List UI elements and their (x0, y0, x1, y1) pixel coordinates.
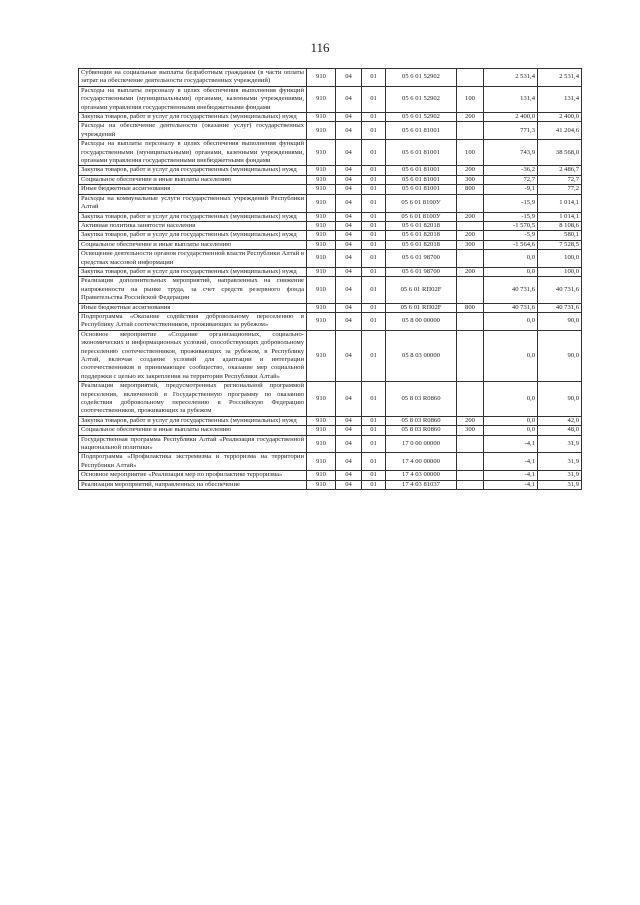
row-subsection-code: 01 (362, 122, 386, 140)
row-change-amount: 0,0 (484, 312, 538, 330)
row-expense-type: 300 (457, 240, 484, 249)
table-row (79, 250, 582, 268)
row-total-amount: 131,4 (538, 86, 582, 112)
table-row (79, 277, 582, 303)
table-row (79, 122, 582, 140)
row-total-amount: 1 014,1 (538, 194, 582, 212)
table-row (79, 471, 582, 480)
row-section-code: 04 (336, 435, 362, 453)
row-change-amount: -15,9 (484, 194, 538, 212)
row-name: Социальное обеспечение и иные выплаты населению (79, 240, 307, 249)
row-total-amount: 2 400,0 (538, 113, 582, 122)
row-expense-type: 200 (457, 113, 484, 122)
table-row (79, 312, 582, 330)
row-ministry-code: 910 (307, 480, 336, 489)
row-name: Закупка товаров, работ и услуг для государственных (муниципальных) нужд (79, 416, 307, 425)
row-name: Субвенции на социальные выплаты безработным гражданам (в части оплаты затрат на обеспечение деятельности государственных учреждений) (79, 69, 307, 87)
row-subsection-code: 01 (362, 166, 386, 175)
row-total-amount: 77,2 (538, 185, 582, 194)
row-section-code: 04 (336, 426, 362, 435)
row-expense-type: 300 (457, 175, 484, 184)
table-row (79, 426, 582, 435)
row-expense-type: 200 (457, 231, 484, 240)
row-total-amount: 90,0 (538, 382, 582, 417)
row-target-article: 05 6 01 81001 (386, 175, 457, 184)
row-total-amount: 72,7 (538, 175, 582, 184)
row-section-code: 04 (336, 240, 362, 249)
row-target-article: 05 6 01 52902 (386, 86, 457, 112)
row-subsection-code: 01 (362, 330, 386, 381)
row-ministry-code: 910 (307, 471, 336, 480)
row-subsection-code: 01 (362, 140, 386, 166)
row-name: Реализация мероприятий, направленных на обеспечение (79, 480, 307, 489)
row-name: Иные бюджетные ассигнования (79, 303, 307, 312)
row-section-code: 04 (336, 185, 362, 194)
row-ministry-code: 910 (307, 416, 336, 425)
row-total-amount: 38 568,0 (538, 140, 582, 166)
row-name: Государственная программа Республики Алтай «Реализация государственной национальной политики» (79, 435, 307, 453)
page-number: 116 (310, 40, 330, 55)
row-section-code: 04 (336, 140, 362, 166)
row-total-amount: 31,9 (538, 453, 582, 471)
row-subsection-code: 01 (362, 113, 386, 122)
row-total-amount: 100,0 (538, 267, 582, 276)
row-subsection-code: 01 (362, 69, 386, 87)
row-subsection-code: 01 (362, 303, 386, 312)
row-ministry-code: 910 (307, 330, 336, 381)
row-name: Активная политика занятости населения (79, 221, 307, 230)
row-subsection-code: 01 (362, 435, 386, 453)
row-total-amount: 8 108,6 (538, 221, 582, 230)
row-target-article: 05 6 01 52902 (386, 69, 457, 87)
row-subsection-code: 01 (362, 267, 386, 276)
row-target-article: 05 8 00 00000 (386, 312, 457, 330)
table-row (79, 221, 582, 230)
row-target-article: 17 0 00 00000 (386, 435, 457, 453)
table-row (79, 240, 582, 249)
row-ministry-code: 910 (307, 175, 336, 184)
row-ministry-code: 910 (307, 250, 336, 268)
row-change-amount: -36,2 (484, 166, 538, 175)
row-expense-type (457, 453, 484, 471)
row-name: Подпрограмма «Оказание содействия добровольному переселению в Республику Алтай соотечественников, проживающих за рубежом» (79, 312, 307, 330)
table-row (79, 453, 582, 471)
row-subsection-code: 01 (362, 312, 386, 330)
row-ministry-code: 910 (307, 267, 336, 276)
row-change-amount: 0,0 (484, 382, 538, 417)
row-name: Реализация мероприятий, предусмотренных региональной программой переселения, включенной в Государственную программу по оказанию содействия добровольному переселению в Российскую Федерацию соотечественников, проживающих за рубежом (79, 382, 307, 417)
table-row (79, 113, 582, 122)
row-expense-type: 200 (457, 416, 484, 425)
row-total-amount: 100,0 (538, 250, 582, 268)
row-expense-type: 800 (457, 185, 484, 194)
row-total-amount: 48,0 (538, 426, 582, 435)
row-ministry-code: 910 (307, 140, 336, 166)
row-target-article: 17 4 03 81037 (386, 480, 457, 489)
row-expense-type: 100 (457, 86, 484, 112)
row-expense-type (457, 221, 484, 230)
row-target-article: 05 6 01 8100У (386, 212, 457, 221)
row-total-amount: 2 486,7 (538, 166, 582, 175)
row-total-amount: 31,9 (538, 435, 582, 453)
row-section-code: 04 (336, 175, 362, 184)
row-section-code: 04 (336, 303, 362, 312)
row-change-amount: 0,0 (484, 330, 538, 381)
row-ministry-code: 910 (307, 185, 336, 194)
row-name: Закупка товаров, работ и услуг для государственных (муниципальных) нужд (79, 212, 307, 221)
row-change-amount: 771,3 (484, 122, 538, 140)
row-change-amount: 40 731,6 (484, 303, 538, 312)
row-change-amount: -15,9 (484, 212, 538, 221)
row-section-code: 04 (336, 471, 362, 480)
row-total-amount: 42,0 (538, 416, 582, 425)
row-subsection-code: 01 (362, 240, 386, 249)
row-section-code: 04 (336, 113, 362, 122)
row-name: Социальное обеспечение и иные выплаты населению (79, 426, 307, 435)
row-total-amount: 90,0 (538, 330, 582, 381)
row-name: Иные бюджетные ассигнования (79, 185, 307, 194)
row-ministry-code: 910 (307, 240, 336, 249)
row-ministry-code: 910 (307, 166, 336, 175)
row-section-code: 04 (336, 194, 362, 212)
row-expense-type (457, 250, 484, 268)
budget-table-body (79, 69, 582, 490)
table-row (79, 175, 582, 184)
row-name: Подпрограмма «Профилактика экстремизма и терроризма на территории Республики Алтай» (79, 453, 307, 471)
row-subsection-code: 01 (362, 382, 386, 417)
table-row (79, 166, 582, 175)
row-total-amount: 40 731,6 (538, 303, 582, 312)
row-section-code: 04 (336, 122, 362, 140)
table-row (79, 303, 582, 312)
row-expense-type: 100 (457, 140, 484, 166)
row-name: Основное мероприятие «Создание организационных, социально-экономических и информационных условий, способствующих добровольному переселению соотечественников, проживающих за рубежом, в Республику Алтай, включая создание условий для адаптации и интеграции соотечественников в принимающее сообщество, оказание мер социальной поддержки с целью их закрепления на территории Республики Алтай» (79, 330, 307, 381)
row-ministry-code: 910 (307, 277, 336, 303)
row-subsection-code: 01 (362, 86, 386, 112)
row-target-article: 05 6 01 81001 (386, 140, 457, 166)
row-change-amount: -4,1 (484, 480, 538, 489)
row-ministry-code: 910 (307, 382, 336, 417)
row-subsection-code: 01 (362, 175, 386, 184)
row-target-article: 17 4 03 00000 (386, 471, 457, 480)
row-target-article: 05 8 03 R0860 (386, 416, 457, 425)
row-ministry-code: 910 (307, 426, 336, 435)
table-row (79, 185, 582, 194)
row-change-amount: -4,1 (484, 435, 538, 453)
row-change-amount: -5,9 (484, 231, 538, 240)
row-expense-type: 200 (457, 166, 484, 175)
row-section-code: 04 (336, 330, 362, 381)
row-subsection-code: 01 (362, 416, 386, 425)
row-target-article: 05 6 01 RП02F (386, 303, 457, 312)
row-section-code: 04 (336, 212, 362, 221)
row-subsection-code: 01 (362, 221, 386, 230)
row-name: Расходы на выплаты персоналу в целях обеспечения выполнения функций государственными (муниципальными) органами, казенными учреждениями, органами управления государственными внебюджетными фондами (79, 86, 307, 112)
row-subsection-code: 01 (362, 185, 386, 194)
row-total-amount: 7 528,5 (538, 240, 582, 249)
row-total-amount: 90,0 (538, 312, 582, 330)
row-expense-type (457, 69, 484, 87)
row-name: Расходы на коммунальные услуги государственных учреждений Республики Алтай (79, 194, 307, 212)
row-section-code: 04 (336, 416, 362, 425)
table-row (79, 86, 582, 112)
row-ministry-code: 910 (307, 122, 336, 140)
row-subsection-code: 01 (362, 212, 386, 221)
row-change-amount: 0,0 (484, 426, 538, 435)
row-section-code: 04 (336, 69, 362, 87)
row-target-article: 05 6 01 81001 (386, 122, 457, 140)
row-expense-type (457, 312, 484, 330)
row-target-article: 05 6 01 81001 (386, 166, 457, 175)
row-expense-type (457, 330, 484, 381)
row-name: Реализация дополнительных мероприятий, направленных на снижение напряженности на рынке труда, за счет средств резервного фонда Правительства Российской Федерации (79, 277, 307, 303)
row-change-amount: 2 400,0 (484, 113, 538, 122)
row-ministry-code: 910 (307, 194, 336, 212)
row-name: Освещение деятельности органов государственной власти Республики Алтай в средствах массовой информации (79, 250, 307, 268)
row-subsection-code: 01 (362, 194, 386, 212)
row-total-amount: 31,9 (538, 471, 582, 480)
row-ministry-code: 910 (307, 69, 336, 87)
row-change-amount: -9,1 (484, 185, 538, 194)
table-row (79, 480, 582, 489)
table-row (79, 140, 582, 166)
row-target-article: 05 6 01 52902 (386, 113, 457, 122)
row-name: Закупка товаров, работ и услуг для государственных (муниципальных) нужд (79, 267, 307, 276)
row-name: Социальное обеспечение и иные выплаты населению (79, 175, 307, 184)
row-subsection-code: 01 (362, 426, 386, 435)
row-expense-type (457, 480, 484, 489)
row-change-amount: 131,4 (484, 86, 538, 112)
table-row (79, 212, 582, 221)
row-total-amount: 1 014,1 (538, 212, 582, 221)
row-expense-type (457, 194, 484, 212)
table-row (79, 267, 582, 276)
row-target-article: 05 8 03 R0860 (386, 382, 457, 417)
row-subsection-code: 01 (362, 453, 386, 471)
row-section-code: 04 (336, 166, 362, 175)
row-section-code: 04 (336, 86, 362, 112)
table-row (79, 416, 582, 425)
row-section-code: 04 (336, 250, 362, 268)
row-target-article: 05 6 01 RП02F (386, 277, 457, 303)
row-target-article: 05 8 03 00000 (386, 330, 457, 381)
row-change-amount: -1 570,5 (484, 221, 538, 230)
table-row (79, 231, 582, 240)
row-name: Закупка товаров, работ и услуг для государственных (муниципальных) нужд (79, 231, 307, 240)
row-expense-type: 300 (457, 426, 484, 435)
row-expense-type: 800 (457, 303, 484, 312)
row-expense-type (457, 277, 484, 303)
row-change-amount: 40 731,6 (484, 277, 538, 303)
row-section-code: 04 (336, 267, 362, 276)
row-section-code: 04 (336, 277, 362, 303)
row-expense-type (457, 435, 484, 453)
row-name: Закупка товаров, работ и услуг для государственных (муниципальных) нужд (79, 113, 307, 122)
row-expense-type: 200 (457, 212, 484, 221)
row-target-article: 05 6 01 98700 (386, 250, 457, 268)
budget-table (78, 68, 582, 490)
row-change-amount: 72,7 (484, 175, 538, 184)
row-expense-type (457, 122, 484, 140)
row-total-amount: 2 531,4 (538, 69, 582, 87)
row-subsection-code: 01 (362, 277, 386, 303)
row-ministry-code: 910 (307, 212, 336, 221)
table-row (79, 194, 582, 212)
row-subsection-code: 01 (362, 471, 386, 480)
row-section-code: 04 (336, 312, 362, 330)
row-change-amount: -4,1 (484, 471, 538, 480)
row-ministry-code: 910 (307, 221, 336, 230)
row-expense-type: 200 (457, 267, 484, 276)
row-ministry-code: 910 (307, 86, 336, 112)
row-change-amount: 0,0 (484, 250, 538, 268)
row-subsection-code: 01 (362, 250, 386, 268)
row-expense-type (457, 382, 484, 417)
row-ministry-code: 910 (307, 312, 336, 330)
table-row (79, 382, 582, 417)
row-name: Расходы на выплаты персоналу в целях обеспечения выполнения функций государственными (муниципальными) органами, казенными учреждениями, органами управления государственными внебюджетными фондами (79, 140, 307, 166)
row-change-amount: 2 531,4 (484, 69, 538, 87)
row-target-article: 05 8 03 R0860 (386, 426, 457, 435)
row-section-code: 04 (336, 382, 362, 417)
row-name: Основное мероприятие «Реализация мер по профилактике терроризма» (79, 471, 307, 480)
row-total-amount: 31,9 (538, 480, 582, 489)
table-row (79, 435, 582, 453)
row-total-amount: 40 731,6 (538, 277, 582, 303)
row-ministry-code: 910 (307, 453, 336, 471)
row-target-article: 05 6 01 98700 (386, 267, 457, 276)
table-row (79, 330, 582, 381)
row-ministry-code: 910 (307, 113, 336, 122)
row-target-article: 17 4 00 00000 (386, 453, 457, 471)
row-section-code: 04 (336, 221, 362, 230)
row-subsection-code: 01 (362, 480, 386, 489)
row-change-amount: 0,0 (484, 416, 538, 425)
row-section-code: 04 (336, 480, 362, 489)
row-change-amount: -4,1 (484, 453, 538, 471)
row-target-article: 05 6 01 82018 (386, 240, 457, 249)
row-target-article: 05 6 01 82018 (386, 221, 457, 230)
row-target-article: 05 6 01 81001 (386, 185, 457, 194)
row-total-amount: 580,1 (538, 231, 582, 240)
row-change-amount: -1 564,6 (484, 240, 538, 249)
row-section-code: 04 (336, 453, 362, 471)
row-change-amount: 743,9 (484, 140, 538, 166)
row-expense-type (457, 471, 484, 480)
row-section-code: 04 (336, 231, 362, 240)
row-ministry-code: 910 (307, 303, 336, 312)
table-row (79, 69, 582, 87)
row-ministry-code: 910 (307, 231, 336, 240)
row-name: Расходы на обеспечение деятельности (оказание услуг) государственных учреждений (79, 122, 307, 140)
row-change-amount: 0,0 (484, 267, 538, 276)
row-target-article: 05 6 01 8100У (386, 194, 457, 212)
row-total-amount: 41 204,6 (538, 122, 582, 140)
row-name: Закупка товаров, работ и услуг для государственных (муниципальных) нужд (79, 166, 307, 175)
row-target-article: 05 6 01 82018 (386, 231, 457, 240)
row-subsection-code: 01 (362, 231, 386, 240)
row-ministry-code: 910 (307, 435, 336, 453)
